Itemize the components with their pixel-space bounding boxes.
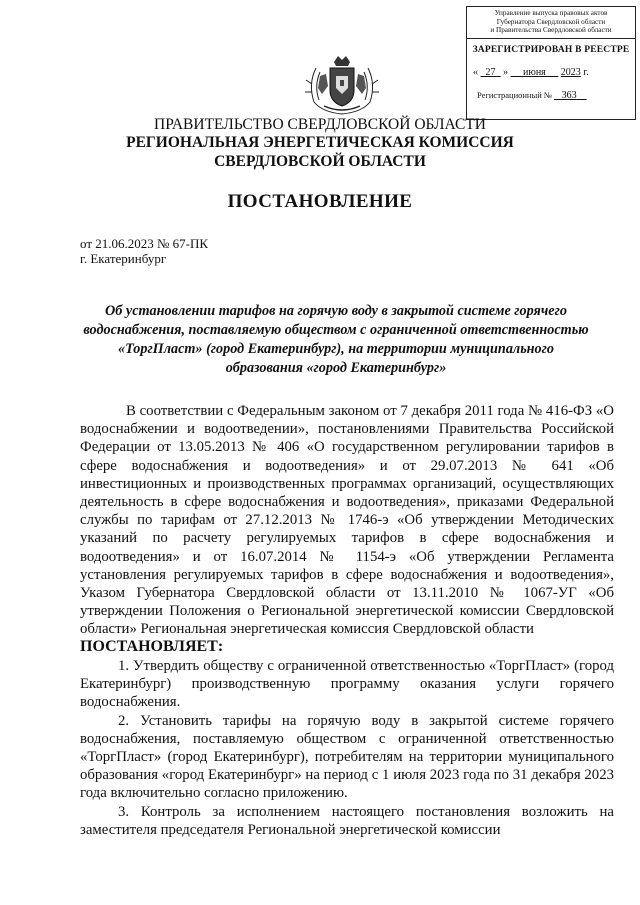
stamp-header xyxy=(467,7,635,39)
stamp-reg-label: Регистрационный xyxy=(477,89,542,100)
coat-of-arms-emblem xyxy=(302,54,382,116)
document-date-number: от 21.06.2023 № 67-ПК xyxy=(80,236,209,251)
stamp-date-mid: » xyxy=(503,66,508,78)
stamp-month-value: июня xyxy=(523,66,546,78)
stamp-date xyxy=(467,67,635,78)
preamble-block xyxy=(80,402,614,639)
stamp-header-line: Губернатора Свердловской области xyxy=(496,17,606,26)
stamp-year-suffix: г. xyxy=(583,66,589,78)
stamp-reg-number-text: 363 xyxy=(561,89,577,101)
stamp-day xyxy=(481,67,501,78)
stamp-year: 2023 xyxy=(560,66,581,78)
commission-name-line1: РЕГИОНАЛЬНАЯ ЭНЕРГЕТИЧЕСКАЯ КОМИССИЯ xyxy=(126,134,514,151)
resolution-item-2: 2. Установить тарифы на горячую воду в закрытой системе горячего водоснабжения, поставляемую обществом с ограниченной ответственностью «ТоргПласт» (город Екатеринбург), потребителям на территории муниципального образования «город Екатеринбург» на период с 1 июля 2023 года по 31 декабря 2023 года включительно согласно приложению. xyxy=(80,712,614,802)
resolution-item-3: 3. Контроль за исполнением настоящего постановления возложить на заместителя председателя Региональной энергетической комиссии xyxy=(80,803,614,838)
commission-name-line2: СВЕРДЛОВСКОЙ ОБЛАСТИ xyxy=(214,153,426,170)
resolution-items xyxy=(80,657,614,839)
stamp-header-line: Управление выпуска правовых актов xyxy=(494,9,608,17)
stamp-num-sign: № xyxy=(543,89,552,100)
stamp-day-value: 27 xyxy=(485,66,496,78)
preamble-paragraph: В соответствии с Федеральным законом от 7 декабря 2011 года № 416-ФЗ «О водоснабжении и водоотведении», постановлениями Правительства Российской Федерации от 13.05.2013 № 406 «О государственном регулировании тарифов в сфере водоснабжения и водоотведения» и от 29.07.2013 № 641 «Об инвестиционных и производственных программах организаций, осуществляющих деятельность в сфере водоснабжения и водоотведения», приказами Федеральной службы по тарифам от 27.12.2013 № 1746-э «Об утверждении Методических указаний по расчету регулируемых тарифов в сфере водоснабжения и водоотведения» и от 16.07.2014 № 1154-э «Об утверждении Регламента установления регулируемых тарифов в сфере водоснабжения и водоотведения», Указом Губернатора Свердловской области от 13.11.2010 № 1067-УГ «Об утверждении Положения о Региональной энергетической комиссии Свердловской области» Региональная энергетическая комиссия Свердловской области xyxy=(80,403,614,638)
document-type-title: ПОСТАНОВЛЕНИЕ xyxy=(227,191,413,212)
document-subject: Об установлении тарифов на горячую воду в закрытой системе горячего водоснабжения, поставляемую обществом с ограниченной ответственностью «ТоргПласт» (город Екатеринбург), на территории муниципального образования «город Екатеринбург» xyxy=(83,303,589,376)
stamp-month xyxy=(511,67,559,78)
stamp-date-open: « xyxy=(473,66,478,78)
resolves-heading: ПОСТАНОВЛЯЕТ: xyxy=(80,638,224,655)
stamp-reg-number-value xyxy=(554,90,587,101)
stamp-header-line: и Правительства Свердловской области xyxy=(490,26,612,34)
stamp-reg-number xyxy=(467,90,635,101)
resolution-item-1: 1. Утвердить обществу с ограниченной ответственностью «ТоргПласт» (город Екатеринбург) производственную программу оказания услуги горячего водоснабжения. xyxy=(80,658,614,711)
registry-stamp xyxy=(466,6,636,120)
government-name: ПРАВИТЕЛЬСТВО СВЕРДЛОВСКОЙ ОБЛАСТИ xyxy=(154,116,486,133)
stamp-registered-label: ЗАРЕГИСТРИРОВАН В РЕЕСТРЕ xyxy=(472,44,630,55)
document-city: г. Екатеринбург xyxy=(80,251,167,266)
